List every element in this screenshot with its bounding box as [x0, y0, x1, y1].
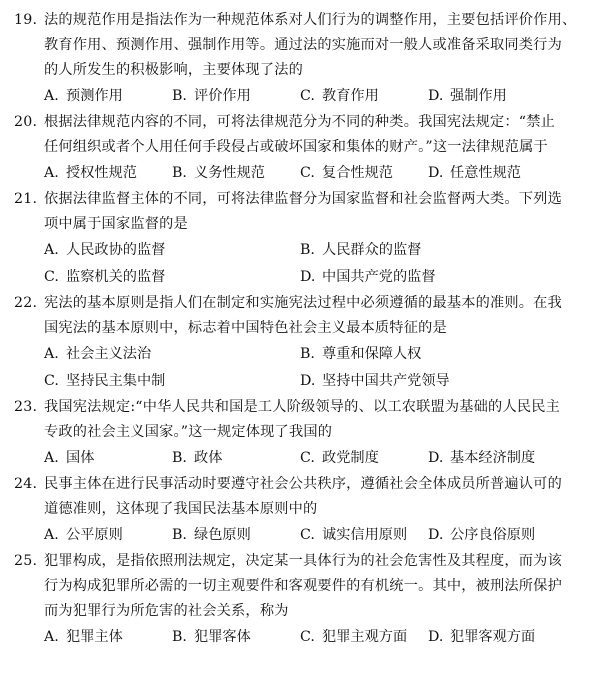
answer-options [14, 624, 583, 651]
question-number: 21. [14, 191, 38, 207]
option-label: A. [44, 242, 59, 258]
question-text-line: 民事主体在进行民事活动时要遵守社会公共秩序，遵循社会全体成员所普遍认可的 [44, 476, 562, 492]
question-23 [14, 395, 583, 472]
option-text: 预测作用 [66, 88, 123, 104]
question-stem [14, 110, 583, 160]
option-label: D. [428, 450, 444, 466]
option-text: 犯罪客体 [194, 629, 251, 645]
option-label: A. [44, 88, 59, 104]
question-text-line: 我国宪法规定:“中华人民共和国是工人阶级领导的、以工农联盟为基础的人民民主 [44, 399, 560, 415]
question-stem [14, 549, 583, 624]
option-text: 犯罪客观方面 [450, 629, 536, 645]
option-label: D. [428, 88, 444, 104]
question-number: 19. [14, 12, 38, 28]
option-b [300, 341, 556, 368]
option-text: 犯罪主体 [66, 629, 123, 645]
option-d [300, 368, 556, 395]
option-text: 诚实信用原则 [322, 527, 408, 543]
option-text: 绿色原则 [194, 527, 251, 543]
option-a [44, 445, 172, 472]
option-b [172, 83, 300, 110]
question-text-line: 项中属于国家监督的是 [44, 216, 188, 232]
question-24 [14, 472, 583, 549]
option-text: 义务性规范 [194, 165, 265, 181]
option-label: D. [428, 527, 444, 543]
question-text-line: 根据法律规范内容的不同，可将法律规范分为不同的种类。我国宪法规定：“禁止 [44, 114, 556, 130]
option-label: B. [300, 346, 315, 362]
option-c [300, 83, 428, 110]
question-text-line: 宪法的基本原则是指人们在制定和实施宪法过程中必须遵循的最基本的准则。在我 [44, 295, 562, 311]
option-text: 基本经济制度 [450, 450, 536, 466]
question-text-line: 教育作用、预测作用、强制作用等。通过法的实施而对一般人或准备采取同类行为 [44, 37, 562, 53]
question-number: 25. [14, 553, 38, 569]
option-d [428, 445, 556, 472]
option-label: A. [44, 346, 59, 362]
question-21 [14, 187, 583, 291]
option-text: 人民群众的监督 [322, 242, 422, 258]
option-text: 国体 [66, 450, 95, 466]
option-c [44, 368, 300, 395]
option-text: 尊重和保障人权 [322, 346, 422, 362]
option-c [300, 624, 428, 651]
question-20 [14, 110, 583, 187]
question-stem [14, 187, 583, 237]
question-25 [14, 549, 583, 651]
option-c [44, 264, 300, 291]
option-label: D. [300, 373, 316, 389]
option-label: B. [300, 242, 315, 258]
option-label: A. [44, 165, 59, 181]
option-label: A. [44, 527, 59, 543]
option-d [428, 160, 556, 187]
option-b [172, 624, 300, 651]
option-label: B. [172, 165, 187, 181]
question-number: 23. [14, 399, 38, 415]
option-b [172, 522, 300, 549]
option-label: D. [428, 165, 444, 181]
option-label: C. [300, 629, 315, 645]
option-text: 政党制度 [322, 450, 379, 466]
option-text: 授权性规范 [66, 165, 137, 181]
option-label: D. [428, 629, 444, 645]
option-label: B. [172, 450, 187, 466]
question-stem [14, 291, 583, 341]
option-text: 政体 [194, 450, 223, 466]
question-text-line: 而为犯罪行为所危害的社会关系，称为 [44, 603, 289, 619]
question-text-line: 行为构成犯罪所必需的一切主观要件和客观要件的有机统一。其中，被刑法所保护 [44, 578, 562, 594]
question-22 [14, 291, 583, 395]
option-d [300, 264, 556, 291]
option-a [44, 624, 172, 651]
option-text: 公平原则 [66, 527, 123, 543]
option-label: C. [44, 373, 59, 389]
question-number: 22. [14, 295, 38, 311]
question-text-line: 国宪法的基本原则中，标志着中国特色社会主义最本质特征的是 [44, 320, 447, 336]
option-b [172, 445, 300, 472]
option-text: 强制作用 [450, 88, 507, 104]
question-text-line: 法的规范作用是指法作为一种规范体系对人们行为的调整作用，主要包括评价作用、 [44, 12, 577, 28]
option-a [44, 237, 300, 264]
option-label: B. [172, 629, 187, 645]
question-stem [14, 472, 583, 522]
option-text: 监察机关的监督 [66, 269, 166, 285]
option-d [428, 83, 556, 110]
option-text: 任意性规范 [450, 165, 521, 181]
question-text-line: 的人所发生的积极影响，主要体现了法的 [44, 62, 303, 78]
option-text: 社会主义法治 [66, 346, 152, 362]
option-d [428, 624, 556, 651]
question-text-line: 道德准则，这体现了我国民法基本原则中的 [44, 501, 318, 517]
option-label: A. [44, 450, 59, 466]
option-c [300, 160, 428, 187]
option-text: 坚持中国共产党领导 [322, 373, 450, 389]
question-text-line: 专政的社会主义国家。”这一规定体现了我国的 [44, 424, 333, 440]
option-label: C. [300, 165, 315, 181]
option-a [44, 522, 172, 549]
question-number: 20. [14, 114, 38, 130]
option-text: 复合性规范 [322, 165, 393, 181]
option-text: 犯罪主观方面 [322, 629, 408, 645]
option-c [300, 445, 428, 472]
option-text: 评价作用 [194, 88, 251, 104]
option-label: B. [172, 527, 187, 543]
answer-options [14, 83, 583, 110]
question-stem [14, 8, 583, 83]
option-label: C. [44, 269, 59, 285]
option-label: D. [300, 269, 316, 285]
option-label: B. [172, 88, 187, 104]
option-label: C. [300, 527, 315, 543]
option-a [44, 341, 300, 368]
question-text-line: 任何组织或者个人用任何手段侵占或破坏国家和集体的财产。”这一法律规范属于 [44, 139, 548, 155]
option-a [44, 83, 172, 110]
answer-options [14, 237, 583, 291]
question-text-line: 依据法律监督主体的不同，可将法律监督分为国家监督和社会监督两大类。下列选 [44, 191, 562, 207]
option-text: 教育作用 [322, 88, 379, 104]
option-label: C. [300, 450, 315, 466]
answer-options [14, 341, 583, 395]
question-text-line: 犯罪构成，是指依照刑法规定，决定某一具体行为的社会危害性及其程度，而为该 [44, 553, 562, 569]
question-19 [14, 8, 583, 110]
option-d [428, 522, 556, 549]
option-a [44, 160, 172, 187]
answer-options [14, 160, 583, 187]
option-b [300, 237, 556, 264]
option-label: A. [44, 629, 59, 645]
answer-options [14, 445, 583, 472]
question-stem [14, 395, 583, 445]
option-text: 坚持民主集中制 [66, 373, 166, 389]
question-number: 24. [14, 476, 38, 492]
option-text: 公序良俗原则 [450, 527, 536, 543]
answer-options [14, 522, 583, 549]
option-b [172, 160, 300, 187]
option-text: 中国共产党的监督 [322, 269, 436, 285]
option-label: C. [300, 88, 315, 104]
option-text: 人民政协的监督 [66, 242, 166, 258]
option-c [300, 522, 428, 549]
